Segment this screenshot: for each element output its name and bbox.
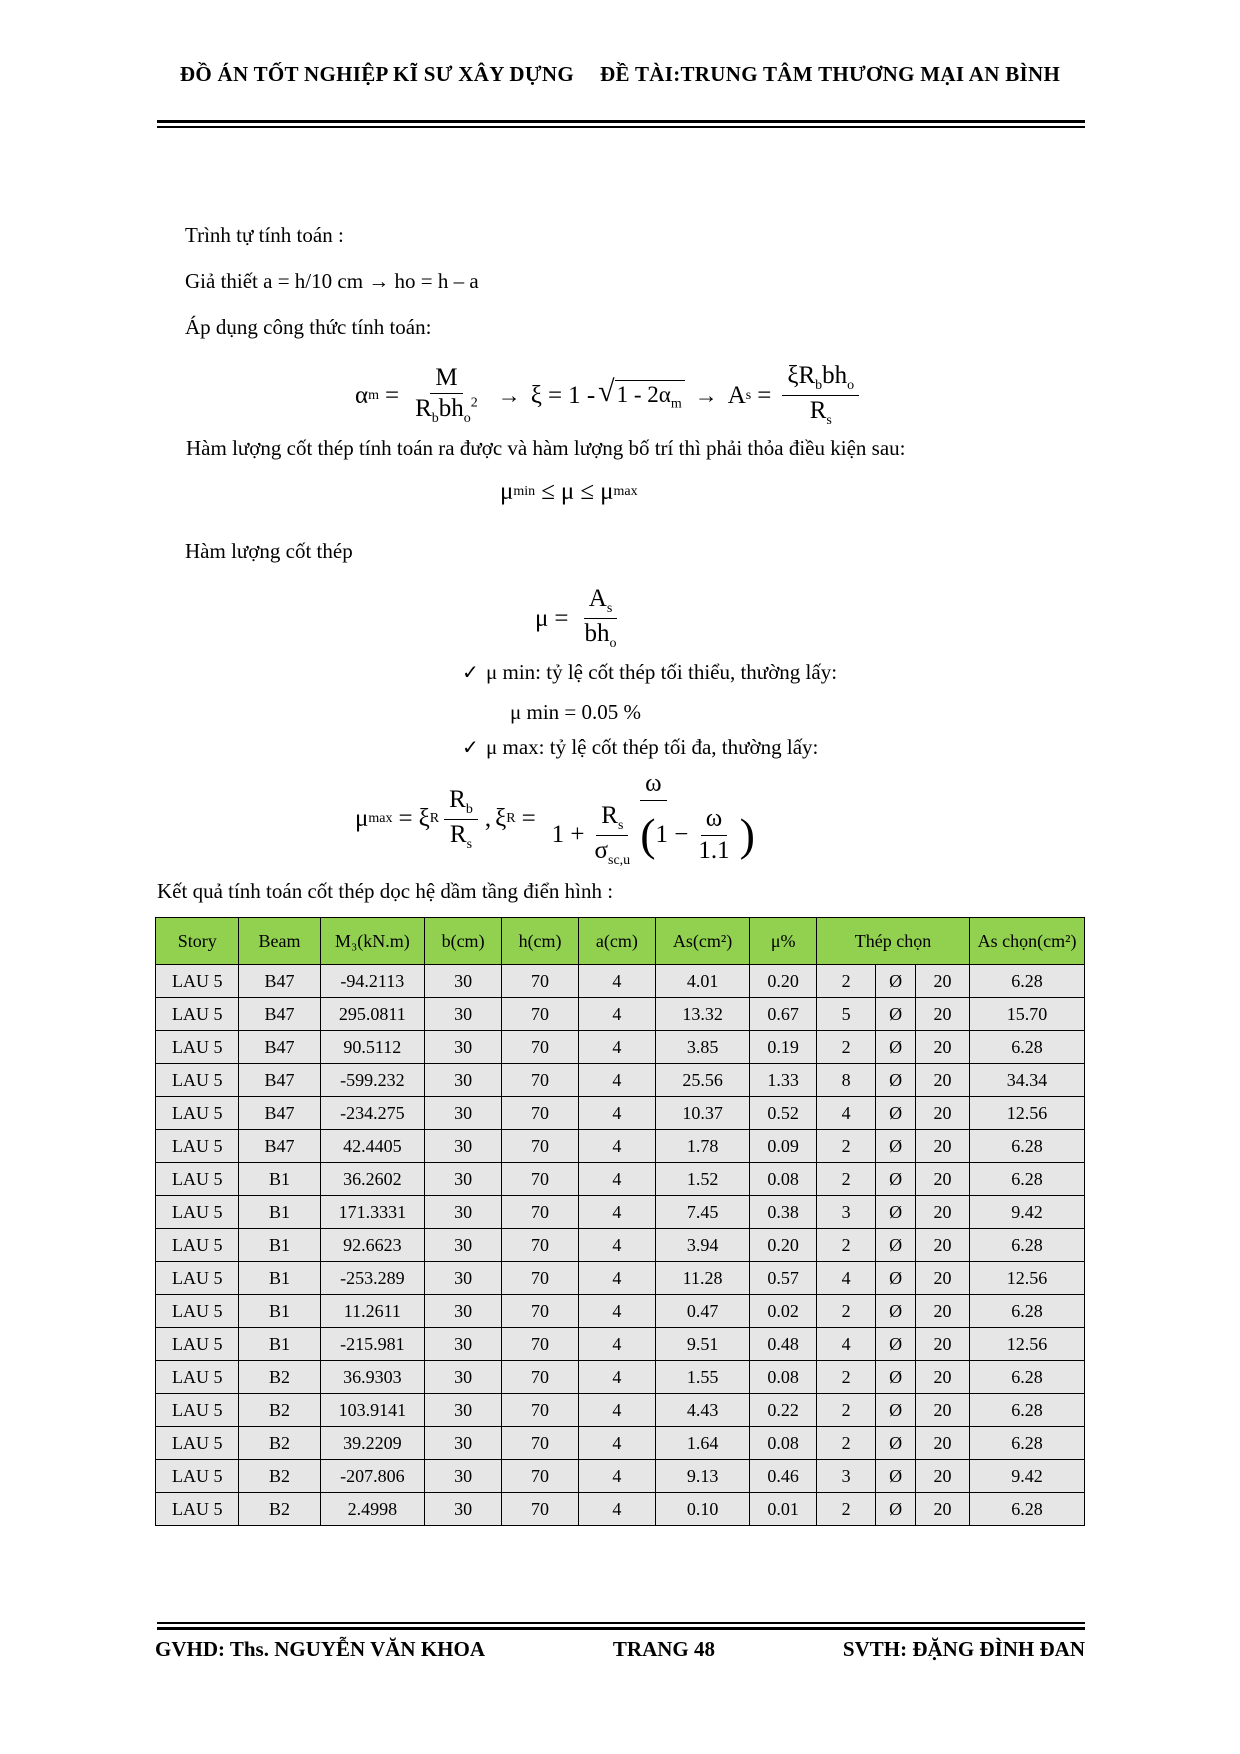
cell-bar-count: 8	[816, 1064, 875, 1097]
table-row	[156, 1295, 1085, 1328]
cell-as: 9.13	[655, 1460, 750, 1493]
cell-beam: B47	[239, 1064, 320, 1097]
formula-xiRbbh0: $\xi R_bbh_o$	[782, 362, 859, 396]
formula-mu-range: μ min ≤ μ ≤ μ max	[500, 478, 638, 505]
cell-bar-symbol: Ø	[876, 1295, 916, 1328]
cell-a: 4	[579, 1229, 656, 1262]
cell-bar-symbol: Ø	[876, 1361, 916, 1394]
cell-beam: B1	[239, 1229, 320, 1262]
cell-h: 70	[502, 1229, 579, 1262]
col-header-thep-chon: Thép chọn	[816, 918, 969, 965]
formula-mu-definition: μ = $\frac{A_s}{bh_o}$	[535, 585, 627, 652]
cell-story: LAU 5	[156, 1295, 239, 1328]
cell-beam: B2	[239, 1361, 320, 1394]
formula-mu-max: μ max = ξ R $\frac{R_b}{R_s}$ , ξ R = ω 1 + $\frac{R_s}{\sigma_{sc,u}}$ ( 1 − $\frac{\omega}{1.1}$ )	[355, 770, 765, 869]
cell-b: 30	[425, 1460, 502, 1493]
cell-m3: 92.6623	[320, 1229, 424, 1262]
cell-h: 70	[502, 1394, 579, 1427]
paragraph-trinh-tu: Trình tự tính toán :	[185, 223, 344, 247]
table-row	[156, 1394, 1085, 1427]
cell-bar-symbol: Ø	[876, 1031, 916, 1064]
bullet-mu-min-text: μ min: tỷ lệ cốt thép tối thiểu, thường lấy:	[486, 660, 838, 684]
cell-mu: 1.33	[750, 1064, 817, 1097]
cell-m3: 2.4998	[320, 1493, 424, 1526]
cell-bar-symbol: Ø	[876, 1196, 916, 1229]
cell-b: 30	[425, 1163, 502, 1196]
cell-story: LAU 5	[156, 1262, 239, 1295]
formula-M: M	[430, 364, 462, 395]
cell-h: 70	[502, 1328, 579, 1361]
cell-as-chon: 6.28	[970, 1295, 1085, 1328]
table-row	[156, 965, 1085, 998]
page-footer	[155, 1637, 1085, 1662]
cell-bar-symbol: Ø	[876, 1394, 916, 1427]
cell-m3: 90.5112	[320, 1031, 424, 1064]
table-body	[156, 965, 1085, 1526]
cell-m3: 11.2611	[320, 1295, 424, 1328]
cell-bar-symbol: Ø	[876, 1130, 916, 1163]
cell-h: 70	[502, 1097, 579, 1130]
cell-m3: 36.9303	[320, 1361, 424, 1394]
cell-beam: B2	[239, 1394, 320, 1427]
cell-as: 3.85	[655, 1031, 750, 1064]
cell-story: LAU 5	[156, 1064, 239, 1097]
cell-mu: 0.08	[750, 1361, 817, 1394]
formula-xi-symbol: ξ	[530, 381, 542, 409]
cell-bar-symbol: Ø	[876, 1493, 916, 1526]
cell-as-chon: 6.28	[970, 1229, 1085, 1262]
paragraph-ap-dung: Áp dụng công thức tính toán:	[185, 315, 432, 339]
cell-bar-count: 2	[816, 1229, 875, 1262]
cell-as-chon: 34.34	[970, 1064, 1085, 1097]
cell-beam: B47	[239, 1097, 320, 1130]
page-header	[155, 62, 1085, 87]
col-header-a: a(cm)	[579, 918, 656, 965]
cell-m3: 295.0811	[320, 998, 424, 1031]
cell-m3: -234.275	[320, 1097, 424, 1130]
cell-b: 30	[425, 1328, 502, 1361]
cell-bar-count: 3	[816, 1460, 875, 1493]
rebar-results-table	[155, 917, 1085, 1526]
cell-a: 4	[579, 1196, 656, 1229]
formula-Rs: $R_s$	[809, 397, 832, 429]
cell-story: LAU 5	[156, 1229, 239, 1262]
table-row	[156, 1163, 1085, 1196]
cell-h: 70	[502, 1493, 579, 1526]
col-header-as: As(cm²)	[655, 918, 750, 965]
cell-m3: -207.806	[320, 1460, 424, 1493]
cell-as: 1.55	[655, 1361, 750, 1394]
cell-a: 4	[579, 1262, 656, 1295]
cell-m3: -94.2113	[320, 965, 424, 998]
cell-as-chon: 9.42	[970, 1460, 1085, 1493]
col-header-story: Story	[156, 918, 239, 965]
cell-beam: B2	[239, 1460, 320, 1493]
cell-b: 30	[425, 1361, 502, 1394]
cell-bar-diameter: 20	[915, 1328, 969, 1361]
cell-story: LAU 5	[156, 1328, 239, 1361]
col-header-as-chon: As chọn(cm²)	[970, 918, 1085, 965]
cell-as-chon: 6.28	[970, 1163, 1085, 1196]
cell-bar-diameter: 20	[915, 1064, 969, 1097]
check-icon-2: ✓	[462, 737, 479, 759]
cell-a: 4	[579, 1295, 656, 1328]
cell-mu: 0.08	[750, 1427, 817, 1460]
cell-as: 4.01	[655, 965, 750, 998]
cell-bar-symbol: Ø	[876, 1427, 916, 1460]
cell-mu: 0.20	[750, 1229, 817, 1262]
cell-as-chon: 15.70	[970, 998, 1085, 1031]
cell-as: 10.37	[655, 1097, 750, 1130]
cell-b: 30	[425, 1196, 502, 1229]
cell-b: 30	[425, 998, 502, 1031]
cell-m3: 42.4405	[320, 1130, 424, 1163]
cell-story: LAU 5	[156, 1163, 239, 1196]
cell-as: 1.52	[655, 1163, 750, 1196]
cell-bar-count: 2	[816, 1427, 875, 1460]
bullet-mu-min	[462, 660, 837, 685]
cell-bar-diameter: 20	[915, 1262, 969, 1295]
cell-a: 4	[579, 1163, 656, 1196]
cell-bar-diameter: 20	[915, 1493, 969, 1526]
cell-bar-symbol: Ø	[876, 998, 916, 1031]
bullet-mu-min-value: μ min = 0.05 %	[510, 700, 642, 724]
formula-xiR-denominator: 1 + $\frac{R_s}{\sigma_{sc,u}}$ ( 1 − $\frac{\omega}{1.1}$ )	[551, 801, 755, 868]
cell-as: 13.32	[655, 998, 750, 1031]
cell-story: LAU 5	[156, 1130, 239, 1163]
cell-h: 70	[502, 1361, 579, 1394]
header-right-text: ĐỀ TÀI:TRUNG TÂM THƯƠNG MẠI AN BÌNH	[600, 62, 1061, 86]
table-row	[156, 1361, 1085, 1394]
cell-b: 30	[425, 1493, 502, 1526]
cell-mu: 0.52	[750, 1097, 817, 1130]
cell-story: LAU 5	[156, 1031, 239, 1064]
cell-m3: -253.289	[320, 1262, 424, 1295]
sqrt-icon: √	[598, 375, 615, 409]
cell-bar-diameter: 20	[915, 1427, 969, 1460]
cell-as-chon: 6.28	[970, 1031, 1085, 1064]
formula-xiR-numerator: ω	[640, 770, 666, 801]
cell-bar-diameter: 20	[915, 1097, 969, 1130]
table-row	[156, 1130, 1085, 1163]
cell-mu: 0.57	[750, 1262, 817, 1295]
cell-m3: 36.2602	[320, 1163, 424, 1196]
cell-a: 4	[579, 1460, 656, 1493]
cell-m3: 171.3331	[320, 1196, 424, 1229]
table-row	[156, 1031, 1085, 1064]
cell-as-chon: 6.28	[970, 1130, 1085, 1163]
cell-bar-count: 2	[816, 1295, 875, 1328]
cell-bar-count: 3	[816, 1196, 875, 1229]
cell-as-chon: 6.28	[970, 1427, 1085, 1460]
formula-mu-denominator: $bh_o$	[584, 620, 617, 652]
cell-beam: B2	[239, 1493, 320, 1526]
cell-bar-diameter: 20	[915, 1460, 969, 1493]
cell-bar-symbol: Ø	[876, 965, 916, 998]
cell-bar-count: 2	[816, 1361, 875, 1394]
col-header-m3: M₃(kN.m)	[320, 918, 424, 965]
cell-as-chon: 9.42	[970, 1196, 1085, 1229]
formula-As-symbol: A	[727, 381, 746, 409]
cell-beam: B1	[239, 1163, 320, 1196]
col-header-b: b(cm)	[425, 918, 502, 965]
paragraph-ham-luong-cot-thep: Hàm lượng cốt thép	[185, 539, 353, 563]
cell-h: 70	[502, 1427, 579, 1460]
header-divider	[157, 120, 1085, 128]
formula-alpha-symbol: α	[355, 381, 369, 409]
cell-b: 30	[425, 1031, 502, 1064]
cell-bar-symbol: Ø	[876, 1460, 916, 1493]
cell-as: 1.78	[655, 1130, 750, 1163]
cell-as-chon: 6.28	[970, 1493, 1085, 1526]
footer-right-text: SVTH: ĐẶNG ĐÌNH ĐAN	[842, 1637, 1085, 1661]
table-row	[156, 1460, 1085, 1493]
cell-mu: 0.22	[750, 1394, 817, 1427]
check-icon: ✓	[462, 662, 479, 684]
table-row	[156, 998, 1085, 1031]
formula-sqrt-body: $1 - 2\alpha_m$	[615, 380, 685, 413]
footer-divider	[157, 1622, 1085, 1630]
cell-bar-count: 4	[816, 1328, 875, 1361]
table-row	[156, 1328, 1085, 1361]
table-header-row	[156, 918, 1085, 965]
cell-h: 70	[502, 1064, 579, 1097]
cell-m3: -215.981	[320, 1328, 424, 1361]
cell-a: 4	[579, 1328, 656, 1361]
table-row	[156, 1427, 1085, 1460]
cell-b: 30	[425, 1229, 502, 1262]
cell-a: 4	[579, 1064, 656, 1097]
cell-a: 4	[579, 1394, 656, 1427]
cell-bar-symbol: Ø	[876, 1328, 916, 1361]
cell-beam: B47	[239, 965, 320, 998]
cell-m3: 39.2209	[320, 1427, 424, 1460]
table-row	[156, 1097, 1085, 1130]
cell-beam: B47	[239, 998, 320, 1031]
cell-b: 30	[425, 1130, 502, 1163]
cell-mu: 0.46	[750, 1460, 817, 1493]
cell-h: 70	[502, 1196, 579, 1229]
footer-left-text: GVHD: Ths. NGUYỄN VĂN KHOA	[155, 1637, 486, 1661]
cell-a: 4	[579, 1427, 656, 1460]
cell-bar-count: 2	[816, 1493, 875, 1526]
cell-story: LAU 5	[156, 1097, 239, 1130]
cell-as-chon: 12.56	[970, 1328, 1085, 1361]
cell-b: 30	[425, 1262, 502, 1295]
cell-story: LAU 5	[156, 1196, 239, 1229]
cell-b: 30	[425, 1394, 502, 1427]
cell-h: 70	[502, 1031, 579, 1064]
cell-as: 9.51	[655, 1328, 750, 1361]
cell-as: 7.45	[655, 1196, 750, 1229]
cell-as-chon: 12.56	[970, 1097, 1085, 1130]
cell-h: 70	[502, 1295, 579, 1328]
cell-mu: 0.08	[750, 1163, 817, 1196]
cell-beam: B1	[239, 1262, 320, 1295]
cell-h: 70	[502, 1262, 579, 1295]
cell-as: 25.56	[655, 1064, 750, 1097]
cell-a: 4	[579, 1130, 656, 1163]
cell-a: 4	[579, 965, 656, 998]
cell-bar-symbol: Ø	[876, 1262, 916, 1295]
paragraph-ham-luong-dieu-kien: Hàm lượng cốt thép tính toán ra được và hàm lượng bố trí thì phải thỏa điều kiện sau:	[186, 436, 906, 460]
cell-bar-symbol: Ø	[876, 1229, 916, 1262]
cell-bar-count: 2	[816, 1130, 875, 1163]
cell-h: 70	[502, 1460, 579, 1493]
cell-as-chon: 6.28	[970, 965, 1085, 998]
cell-b: 30	[425, 1295, 502, 1328]
cell-as: 3.94	[655, 1229, 750, 1262]
cell-h: 70	[502, 998, 579, 1031]
cell-bar-count: 4	[816, 1097, 875, 1130]
cell-h: 70	[502, 1130, 579, 1163]
cell-bar-count: 2	[816, 1163, 875, 1196]
bullet-mu-max-text: μ max: tỷ lệ cốt thép tối đa, thường lấy:	[486, 735, 819, 759]
cell-b: 30	[425, 1427, 502, 1460]
cell-as-chon: 6.28	[970, 1394, 1085, 1427]
cell-m3: 103.9141	[320, 1394, 424, 1427]
arrow-icon-2: →	[694, 382, 718, 408]
cell-mu: 0.19	[750, 1031, 817, 1064]
cell-mu: 0.01	[750, 1493, 817, 1526]
cell-bar-diameter: 20	[915, 1196, 969, 1229]
cell-as: 4.43	[655, 1394, 750, 1427]
cell-bar-diameter: 20	[915, 1031, 969, 1064]
paragraph-gia-thiet: Giả thiết a = h/10 cm → ho = h – a	[185, 269, 479, 293]
cell-as: 0.10	[655, 1493, 750, 1526]
table-row	[156, 1493, 1085, 1526]
bullet-mu-max	[462, 735, 818, 760]
cell-story: LAU 5	[156, 1460, 239, 1493]
cell-as: 1.64	[655, 1427, 750, 1460]
formula-mumax-Rs: $R_s$	[449, 820, 473, 852]
header-left-text: ĐỒ ÁN TỐT NGHIỆP KĨ SƯ XÂY DỰNG	[179, 62, 575, 86]
cell-bar-count: 5	[816, 998, 875, 1031]
cell-m3: -599.232	[320, 1064, 424, 1097]
cell-story: LAU 5	[156, 1493, 239, 1526]
cell-mu: 0.20	[750, 965, 817, 998]
cell-bar-diameter: 20	[915, 1295, 969, 1328]
arrow-icon-1: →	[497, 382, 521, 408]
cell-story: LAU 5	[156, 965, 239, 998]
cell-as-chon: 12.56	[970, 1262, 1085, 1295]
cell-bar-diameter: 20	[915, 1229, 969, 1262]
cell-story: LAU 5	[156, 998, 239, 1031]
cell-story: LAU 5	[156, 1427, 239, 1460]
cell-bar-count: 2	[816, 1031, 875, 1064]
cell-bar-symbol: Ø	[876, 1064, 916, 1097]
cell-mu: 0.67	[750, 998, 817, 1031]
cell-beam: B1	[239, 1295, 320, 1328]
cell-b: 30	[425, 1097, 502, 1130]
cell-h: 70	[502, 1163, 579, 1196]
cell-beam: B47	[239, 1130, 320, 1163]
cell-bar-symbol: Ø	[876, 1163, 916, 1196]
cell-bar-diameter: 20	[915, 998, 969, 1031]
cell-story: LAU 5	[156, 1361, 239, 1394]
table-row	[156, 1064, 1085, 1097]
table-row	[156, 1229, 1085, 1262]
footer-center-text: TRANG 48	[612, 1637, 715, 1661]
cell-a: 4	[579, 1031, 656, 1064]
cell-bar-diameter: 20	[915, 1361, 969, 1394]
formula-alpha-xi-as: α m = $\frac{M}{R_bbh_o^2}$ → ξ = 1 - √ $1 - 2\alpha_m$ → A s = $\frac{\xi R_bbh_o}{R_s}$	[355, 362, 864, 429]
cell-bar-count: 4	[816, 1262, 875, 1295]
cell-a: 4	[579, 998, 656, 1031]
cell-bar-diameter: 20	[915, 1394, 969, 1427]
formula-mu-numerator: $A_s$	[584, 585, 618, 619]
col-header-h: h(cm)	[502, 918, 579, 965]
paragraph-ket-qua: Kết quả tính toán cốt thép dọc hệ dầm tầng điển hình :	[157, 879, 614, 903]
cell-bar-symbol: Ø	[876, 1097, 916, 1130]
cell-as: 0.47	[655, 1295, 750, 1328]
cell-bar-diameter: 20	[915, 1163, 969, 1196]
rebar-results-table-wrapper	[155, 917, 1085, 1526]
cell-as-chon: 6.28	[970, 1361, 1085, 1394]
cell-beam: B47	[239, 1031, 320, 1064]
formula-Rbh0sq: $R_bbh_o^2$	[415, 395, 478, 427]
cell-a: 4	[579, 1097, 656, 1130]
cell-mu: 0.48	[750, 1328, 817, 1361]
cell-bar-count: 2	[816, 965, 875, 998]
cell-as: 11.28	[655, 1262, 750, 1295]
cell-bar-diameter: 20	[915, 965, 969, 998]
cell-h: 70	[502, 965, 579, 998]
cell-a: 4	[579, 1361, 656, 1394]
cell-b: 30	[425, 1064, 502, 1097]
cell-a: 4	[579, 1493, 656, 1526]
cell-beam: B1	[239, 1328, 320, 1361]
cell-beam: B2	[239, 1427, 320, 1460]
col-header-mu: μ%	[750, 918, 817, 965]
table-row	[156, 1196, 1085, 1229]
cell-mu: 0.38	[750, 1196, 817, 1229]
cell-bar-count: 2	[816, 1394, 875, 1427]
col-header-beam: Beam	[239, 918, 320, 965]
table-row	[156, 1262, 1085, 1295]
cell-mu: 0.09	[750, 1130, 817, 1163]
cell-b: 30	[425, 965, 502, 998]
cell-mu: 0.02	[750, 1295, 817, 1328]
formula-mumax-Rb: $R_b$	[444, 786, 478, 820]
cell-story: LAU 5	[156, 1394, 239, 1427]
cell-beam: B1	[239, 1196, 320, 1229]
cell-bar-diameter: 20	[915, 1130, 969, 1163]
